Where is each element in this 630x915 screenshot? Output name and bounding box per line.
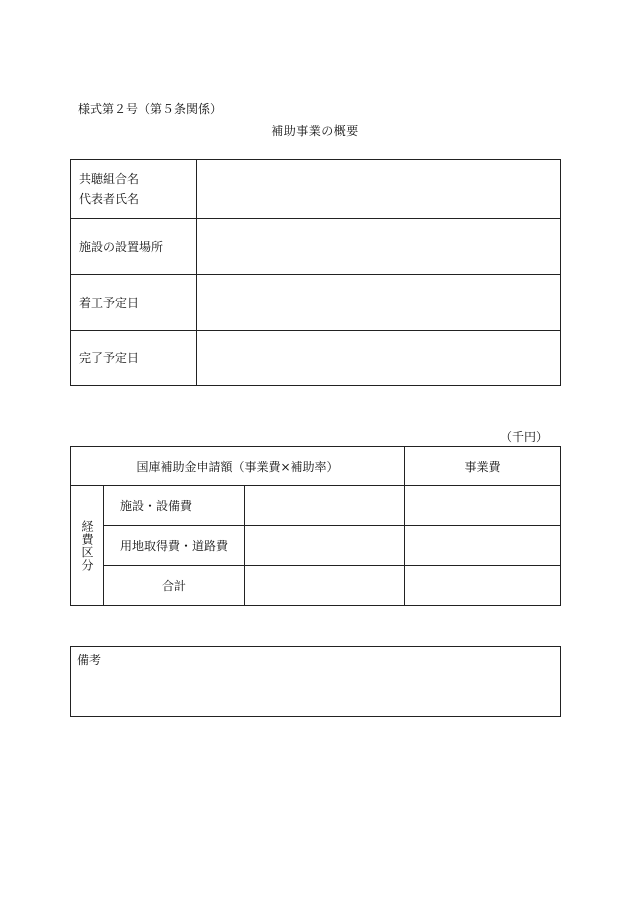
association-name-label: 共聴組合名	[79, 172, 140, 186]
overview-row-completion-date	[71, 331, 560, 385]
remarks-label: 備考	[77, 653, 102, 667]
completion-date-value-field[interactable]	[197, 331, 560, 385]
total-subsidy-field[interactable]	[245, 566, 404, 605]
subsidy-header	[71, 447, 404, 485]
expense-category-group	[71, 486, 103, 605]
representative-name-label: 代表者氏名	[79, 192, 140, 206]
completion-date-label: 完了予定日	[79, 351, 140, 365]
facility-cost-field[interactable]	[405, 486, 560, 525]
form-number: 様式第２号（第５条関係）	[78, 102, 223, 116]
overview-row-association	[71, 160, 560, 219]
land-road-cost-field[interactable]	[405, 526, 560, 565]
overview-label-completion-date	[71, 331, 197, 385]
expense-category-label: 経費区分	[80, 519, 94, 572]
location-value-field[interactable]	[197, 219, 560, 274]
overview-table	[70, 159, 561, 386]
remarks-box[interactable]	[70, 646, 561, 717]
association-value-field[interactable]	[197, 160, 560, 218]
cost-table	[70, 446, 561, 606]
overview-label-start-date	[71, 275, 197, 330]
cost-header-label: 事業費	[464, 459, 501, 474]
facility-cost-row-label	[104, 486, 244, 525]
land-road-subsidy-field[interactable]	[245, 526, 404, 565]
document-title: 補助事業の概要	[271, 124, 359, 138]
unit-label: （千円）	[500, 430, 549, 444]
total-row-label	[104, 566, 244, 605]
total-cost-field[interactable]	[405, 566, 560, 605]
location-label: 施設の設置場所	[79, 239, 164, 254]
cost-header	[405, 447, 560, 485]
overview-row-start-date	[71, 275, 560, 331]
start-date-value-field[interactable]	[197, 275, 560, 330]
overview-label-association	[71, 160, 197, 218]
overview-label-location	[71, 219, 197, 274]
land-road-cost-row-label	[104, 526, 244, 565]
total-label: 合計	[161, 579, 186, 593]
land-road-cost-label: 用地取得費・道路費	[120, 539, 229, 553]
facility-subsidy-field[interactable]	[245, 486, 404, 525]
overview-row-location	[71, 219, 560, 275]
facility-cost-label: 施設・設備費	[120, 499, 193, 513]
start-date-label: 着工予定日	[79, 295, 140, 310]
subsidy-header-label: 国庫補助金申請額（事業費×補助率）	[136, 459, 339, 474]
